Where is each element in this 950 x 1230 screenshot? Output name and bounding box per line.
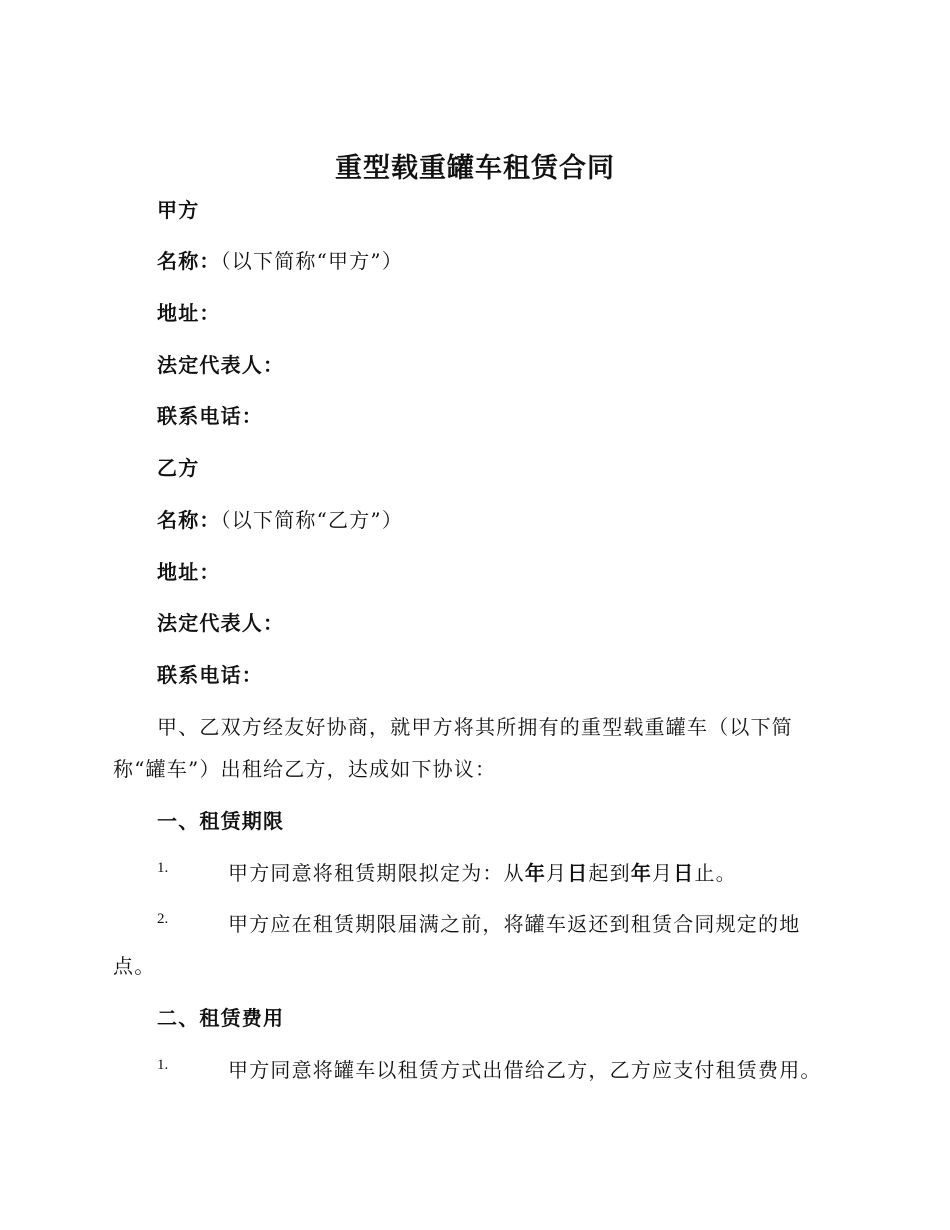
party-a-phone-label: 联系电话：: [157, 404, 263, 428]
term-month-end: 月: [652, 861, 674, 885]
term-day-start: 日: [567, 861, 589, 885]
party-b-heading: 乙方: [157, 456, 200, 480]
party-b-name-line: [157, 504, 403, 533]
document-title: 重型载重罐车租赁合同: [335, 153, 615, 184]
intro-line-1: 甲、乙双方经友好协商，就甲方将其所拥有的重型载重罐车（以下简: [157, 715, 793, 739]
party-a-address-label: 地址：: [157, 301, 221, 325]
intro-line-2: 称“罐车”）出租给乙方，达成如下协议：: [113, 757, 497, 781]
section-2-heading: 二、租赁费用: [157, 1006, 285, 1030]
party-b-rep-label: 法定代表人：: [157, 611, 285, 635]
term-day-end: 日: [673, 861, 695, 885]
section-2-item-1-number: 1.: [157, 1057, 169, 1073]
term-text-to: 起到: [588, 861, 631, 885]
term-text-end: 止。: [694, 861, 737, 885]
section-1-heading: 一、租赁期限: [157, 809, 285, 833]
section-1-item-1-text: [228, 857, 737, 886]
party-a-heading: 甲方: [157, 198, 200, 222]
section-1-item-2-number: 2.: [157, 911, 169, 927]
term-year-end: 年: [630, 861, 653, 885]
section-1-item-1-number: 1.: [157, 860, 169, 876]
section-2-item-1-text: 甲方同意将罐车以租赁方式出借给乙方，乙方应支付租赁费用。: [228, 1058, 822, 1082]
party-a-name-label: 名称：: [157, 249, 221, 273]
term-month-start: 月: [546, 861, 568, 885]
section-1-item-2-line-2: 点。: [113, 954, 156, 978]
term-text-start: 甲方同意将租赁期限拟定为：从: [228, 861, 525, 885]
party-a-rep-label: 法定代表人：: [157, 353, 285, 377]
party-b-name-label: 名称：: [157, 508, 221, 532]
section-1-item-2-line-1: 甲方应在租赁期限届满之前，将罐车返还到租赁合同规定的地: [228, 912, 801, 936]
party-b-address-label: 地址：: [157, 560, 221, 584]
party-a-name-value: （以下简称“甲方”）: [220, 249, 404, 273]
party-b-name-value: （以下简称“乙方”）: [220, 508, 404, 532]
party-b-phone-label: 联系电话：: [157, 663, 263, 687]
party-a-name-line: [157, 245, 403, 274]
term-year-start: 年: [524, 861, 547, 885]
